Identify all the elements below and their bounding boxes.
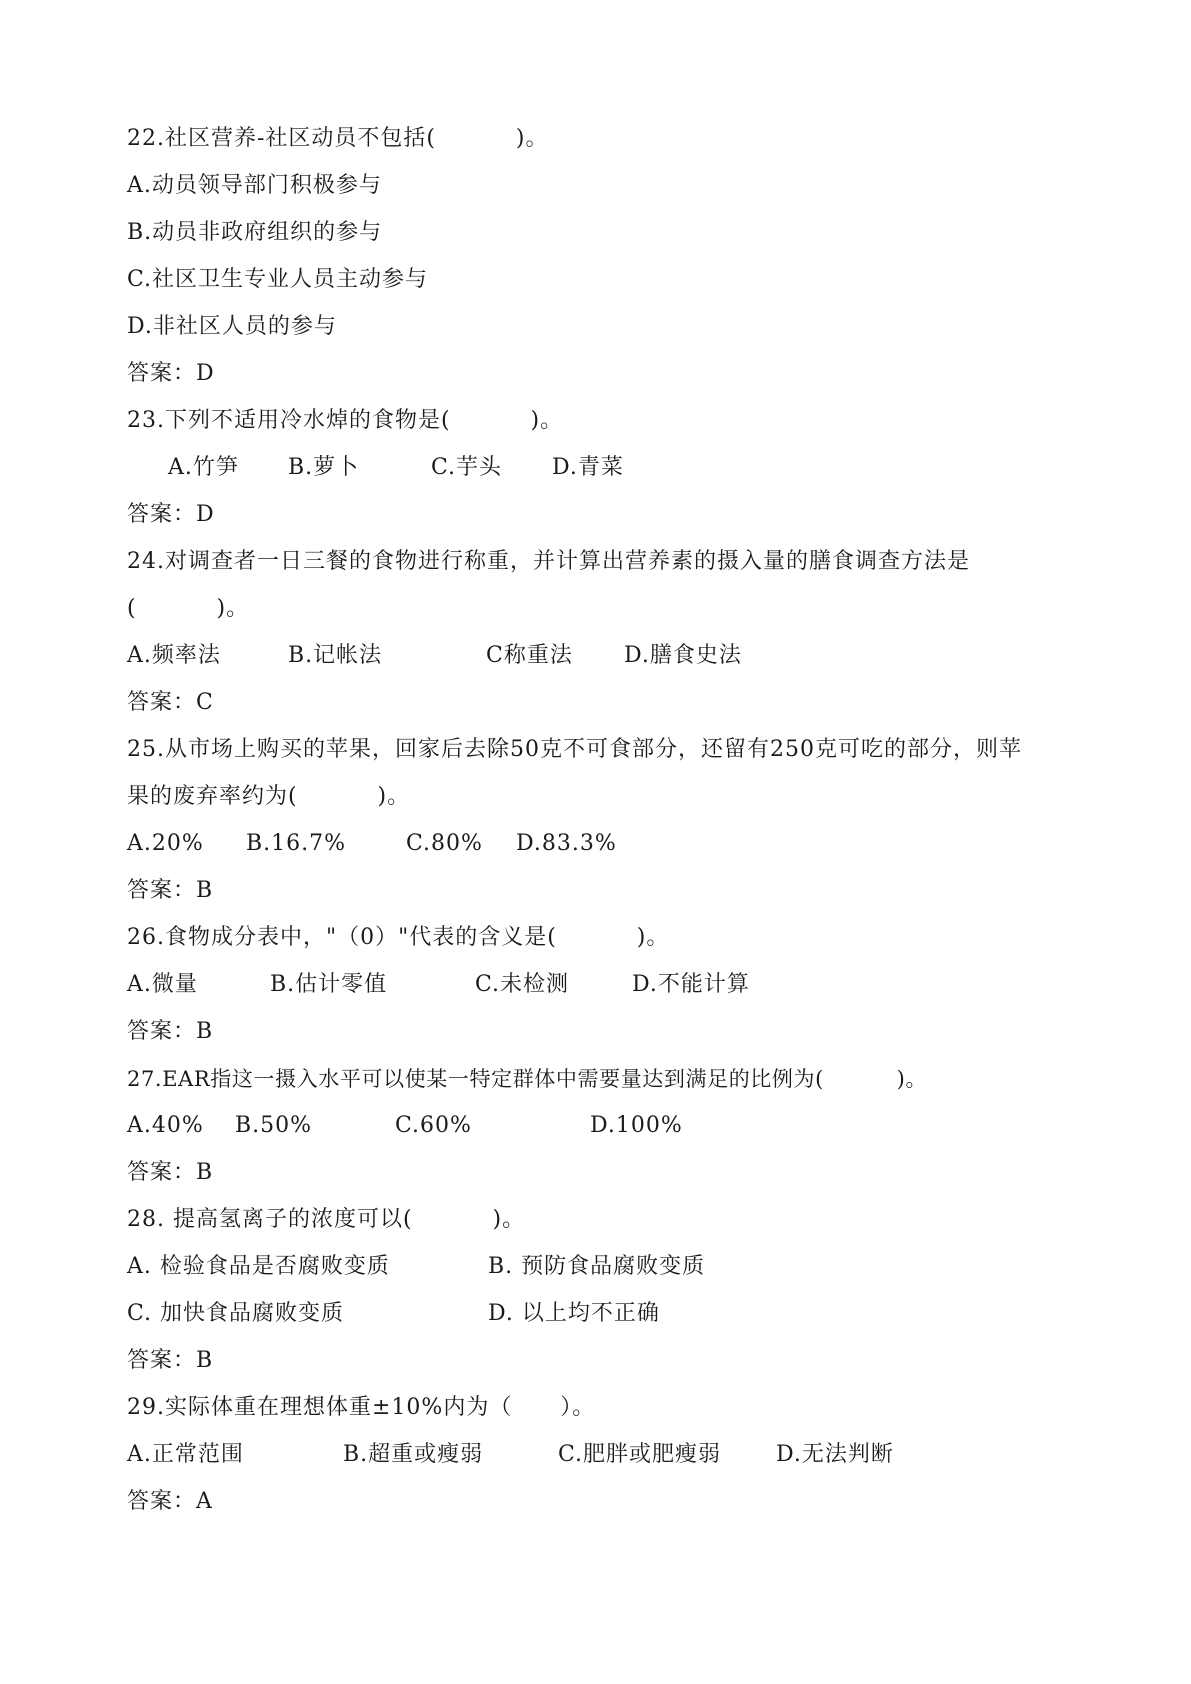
question-28-option-d: D. 以上均不正确 bbox=[488, 1301, 660, 1326]
question-23-option-d: D.青菜 bbox=[552, 455, 624, 480]
question-29-option-c: C.肥胖或肥瘦弱 bbox=[558, 1442, 722, 1467]
question-27-option-b: B.50% bbox=[235, 1113, 313, 1138]
question-24-answer: 答案：C bbox=[127, 690, 214, 715]
question-23-option-b: B.萝卜 bbox=[288, 455, 360, 480]
question-26-option-d: D.不能计算 bbox=[632, 972, 750, 997]
question-26-stem: 26.食物成分表中，"（0）"代表的含义是( )。 bbox=[127, 925, 670, 950]
question-28-option-a: A. 检验食品是否腐败变质 bbox=[127, 1254, 390, 1279]
question-24-stem-line-1: 24.对调查者一日三餐的食物进行称重，并计算出营养素的摄入量的膳食调查方法是 bbox=[127, 549, 970, 574]
question-29-option-a: A.正常范围 bbox=[127, 1442, 244, 1467]
question-22-option-c: C.社区卫生专业人员主动参与 bbox=[127, 267, 429, 292]
question-23-option-a: A.竹笋 bbox=[168, 455, 239, 480]
question-25-answer: 答案：B bbox=[127, 878, 214, 903]
question-26-option-b: B.估计零值 bbox=[270, 972, 388, 997]
question-25-option-a: A.20% bbox=[127, 831, 204, 856]
question-22-answer: 答案：D bbox=[127, 361, 215, 386]
question-28-option-c: C. 加快食品腐败变质 bbox=[127, 1301, 345, 1326]
question-25-stem-line-1: 25.从市场上购买的苹果，回家后去除50克不可食部分，还留有250克可吃的部分，则苹 bbox=[127, 737, 1022, 762]
question-28-option-b: B. 预防食品腐败变质 bbox=[488, 1254, 706, 1279]
question-22-option-a: A.动员领导部门积极参与 bbox=[127, 173, 382, 198]
question-25-stem-line-2: 果的废弃率约为( )。 bbox=[127, 784, 411, 809]
question-29-answer: 答案：A bbox=[127, 1489, 213, 1514]
question-25-option-d: D.83.3% bbox=[516, 831, 617, 856]
question-24-option-c: C称重法 bbox=[486, 643, 573, 668]
question-27-stem: 27.EAR指这一摄入水平可以使某一特定群体中需要量达到满足的比例为( )。 bbox=[127, 1067, 928, 1091]
question-22-option-d: D.非社区人员的参与 bbox=[127, 314, 337, 339]
question-26-option-c: C.未检测 bbox=[475, 972, 570, 997]
question-29-option-b: B.超重或瘦弱 bbox=[343, 1442, 484, 1467]
question-24-stem-line-2: ( )。 bbox=[127, 596, 250, 621]
question-24-option-a: A.频率法 bbox=[127, 643, 221, 668]
question-29-option-d: D.无法判断 bbox=[776, 1442, 894, 1467]
question-25-option-b: B.16.7% bbox=[246, 831, 347, 856]
question-22-stem: 22.社区营养-社区动员不包括( )。 bbox=[127, 126, 549, 151]
question-26-option-a: A.微量 bbox=[127, 972, 198, 997]
question-22-option-b: B.动员非政府组织的参与 bbox=[127, 220, 383, 245]
question-24-option-b: B.记帐法 bbox=[288, 643, 383, 668]
question-23-option-c: C.芋头 bbox=[431, 455, 503, 480]
question-25-option-c: C.80% bbox=[406, 831, 483, 856]
question-27-answer: 答案：B bbox=[127, 1160, 214, 1185]
question-23-answer: 答案：D bbox=[127, 502, 215, 527]
question-27-option-c: C.60% bbox=[395, 1113, 472, 1138]
question-29-stem: 29.实际体重在理想体重±10%内为（ ）。 bbox=[127, 1395, 596, 1420]
question-27-option-a: A.40% bbox=[127, 1113, 204, 1138]
question-26-answer: 答案：B bbox=[127, 1019, 214, 1044]
question-28-answer: 答案：B bbox=[127, 1348, 214, 1373]
question-27-option-d: D.100% bbox=[590, 1113, 683, 1138]
question-24-option-d: D.膳食史法 bbox=[624, 643, 742, 668]
question-23-stem: 23.下列不适用冷水焯的食物是( )。 bbox=[127, 408, 564, 433]
question-28-stem: 28. 提高氢离子的浓度可以( )。 bbox=[127, 1207, 526, 1232]
